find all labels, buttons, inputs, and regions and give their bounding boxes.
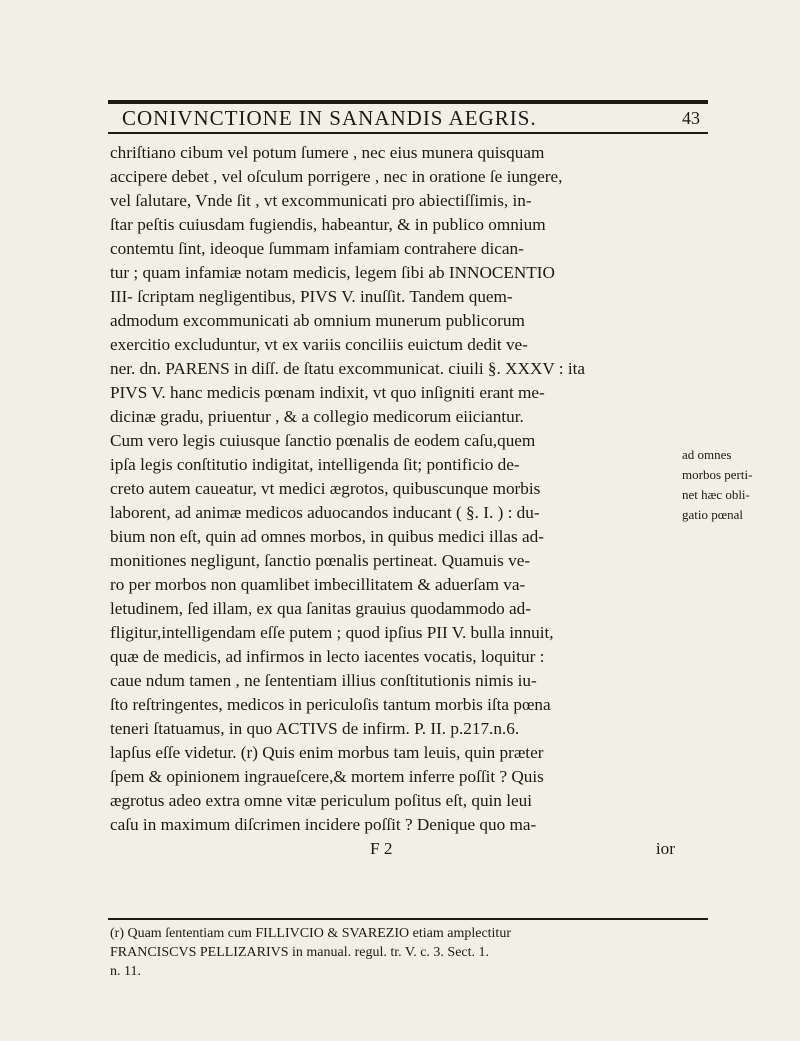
- text-line: PIVS V. hanc medicis pœnam indixit, vt quo inſigniti erant me-: [110, 383, 545, 402]
- text-line: vel ſalutare, Vnde ſit , vt excommunicati pro abiectiſſimis, in-: [110, 191, 532, 210]
- margin-note-line: ad omnes: [682, 447, 732, 462]
- text-line: bium non eſt, quin ad omnes morbos, in quibus medici illas ad-: [110, 527, 544, 546]
- header-rule-bottom: [108, 132, 708, 134]
- text-line: III- ſcriptam negligentibus, PIVS V. inuſſit. Tandem quem-: [110, 287, 513, 306]
- text-line: monitiones negligunt, ſanctio pœnalis pertineat. Quamuis ve-: [110, 551, 531, 570]
- text-line: contemtu ſint, ideoque ſummam infamiam contrahere dican-: [110, 239, 524, 258]
- text-line: chriſtiano cibum vel potum ſumere , nec eius munera quisquam: [110, 143, 545, 162]
- text-line: accipere debet , vel oſculum porrigere , nec in oratione ſe iungere,: [110, 167, 563, 186]
- header-rule-top: [108, 100, 708, 104]
- footnote: [110, 924, 690, 981]
- text-line: exercitio excluduntur, vt ex variis conciliis euictum dedit ve-: [110, 335, 528, 354]
- text-line: caſu in maximum diſcrimen incidere poſſit ? Denique quo ma-: [110, 815, 537, 834]
- text-line: ſto reſtringentes, medicos in periculoſis tantum morbis iſta pœna: [110, 695, 551, 714]
- running-header: [108, 100, 708, 136]
- footnote-line: (r) Quam ſententiam cum FILLIVCIO & SVAREZIO etiam amplectitur: [110, 926, 511, 941]
- text-line: teneri ſtatuamus, in quo ACTIVS de infirm. P. II. p.217.n.6.: [110, 719, 520, 738]
- text-line: caue ndum tamen , ne ſententiam illius conſtitutionis nimis iu-: [110, 671, 537, 690]
- margin-note-line: net hæc obli-: [682, 487, 750, 502]
- text-line: lapſus eſſe videtur. (r) Quis enim morbus tam leuis, quin præter: [110, 743, 544, 762]
- text-line: ipſa legis conſtitutio indigitat, intelligenda ſit; pontificio de-: [110, 455, 520, 474]
- text-line: ſpem & opinionem ingraueſcere,& mortem inferre poſſit ? Quis: [110, 767, 544, 786]
- text-line: creto autem caueatur, vt medici ægrotos, quibuscunque morbis: [110, 479, 541, 498]
- text-line: quæ de medicis, ad infirmos in lecto iacentes vocatis, loquitur :: [110, 647, 545, 666]
- text-line: dicinæ gradu, priuentur , & a collegio medicorum eiiciantur.: [110, 407, 524, 426]
- text-line: ro per morbos non quamlibet imbecillitatem & aduerſam va-: [110, 575, 526, 594]
- text-line: ægrotus adeo extra omne vitæ periculum poſitus eſt, quin leui: [110, 791, 532, 810]
- text-line: laborent, ad animæ medicos aduocandos inducant ( §. I. ) : du-: [110, 503, 540, 522]
- signature-mark: F 2: [370, 839, 393, 858]
- page-number: 43: [682, 108, 700, 128]
- text-line: tur ; quam infamiæ notam medicis, legem ſibi ab INNOCENTIO: [110, 263, 555, 282]
- text-line: ner. dn. PARENS in diſſ. de ſtatu excommunicat. ciuili §. XXXV : ita: [110, 359, 586, 378]
- margin-note-line: gatio pœnal: [682, 507, 744, 522]
- text-line: admodum excommunicati ab omnium munerum publicorum: [110, 311, 525, 330]
- catchword: ior: [655, 839, 675, 858]
- footnote-line: FRANCISCVS PELLIZARIVS in manual. regul. tr. V. c. 3. Sect. 1.: [110, 945, 490, 960]
- text-line: ſtar peſtis cuiusdam fugiendis, habeantur, & in publico omnium: [110, 215, 546, 234]
- footnote-rule: [108, 918, 708, 920]
- text-line: letudinem, ſed illam, ex qua ſanitas grauius quodammodo ad-: [110, 599, 531, 618]
- running-title: CONIVNCTIONE IN SANANDIS AEGRIS.: [122, 106, 537, 130]
- main-text: [110, 141, 675, 861]
- margin-note-line: morbos perti-: [682, 467, 753, 482]
- text-line: fligitur,intelligendam eſſe putem ; quod ipſius PII V. bulla innuit,: [110, 623, 554, 642]
- footnote-line: n. 11.: [110, 964, 141, 979]
- text-line: Cum vero legis cuiusque ſanctio pœnalis de eodem caſu,quem: [110, 431, 536, 450]
- signature-line: [110, 837, 675, 861]
